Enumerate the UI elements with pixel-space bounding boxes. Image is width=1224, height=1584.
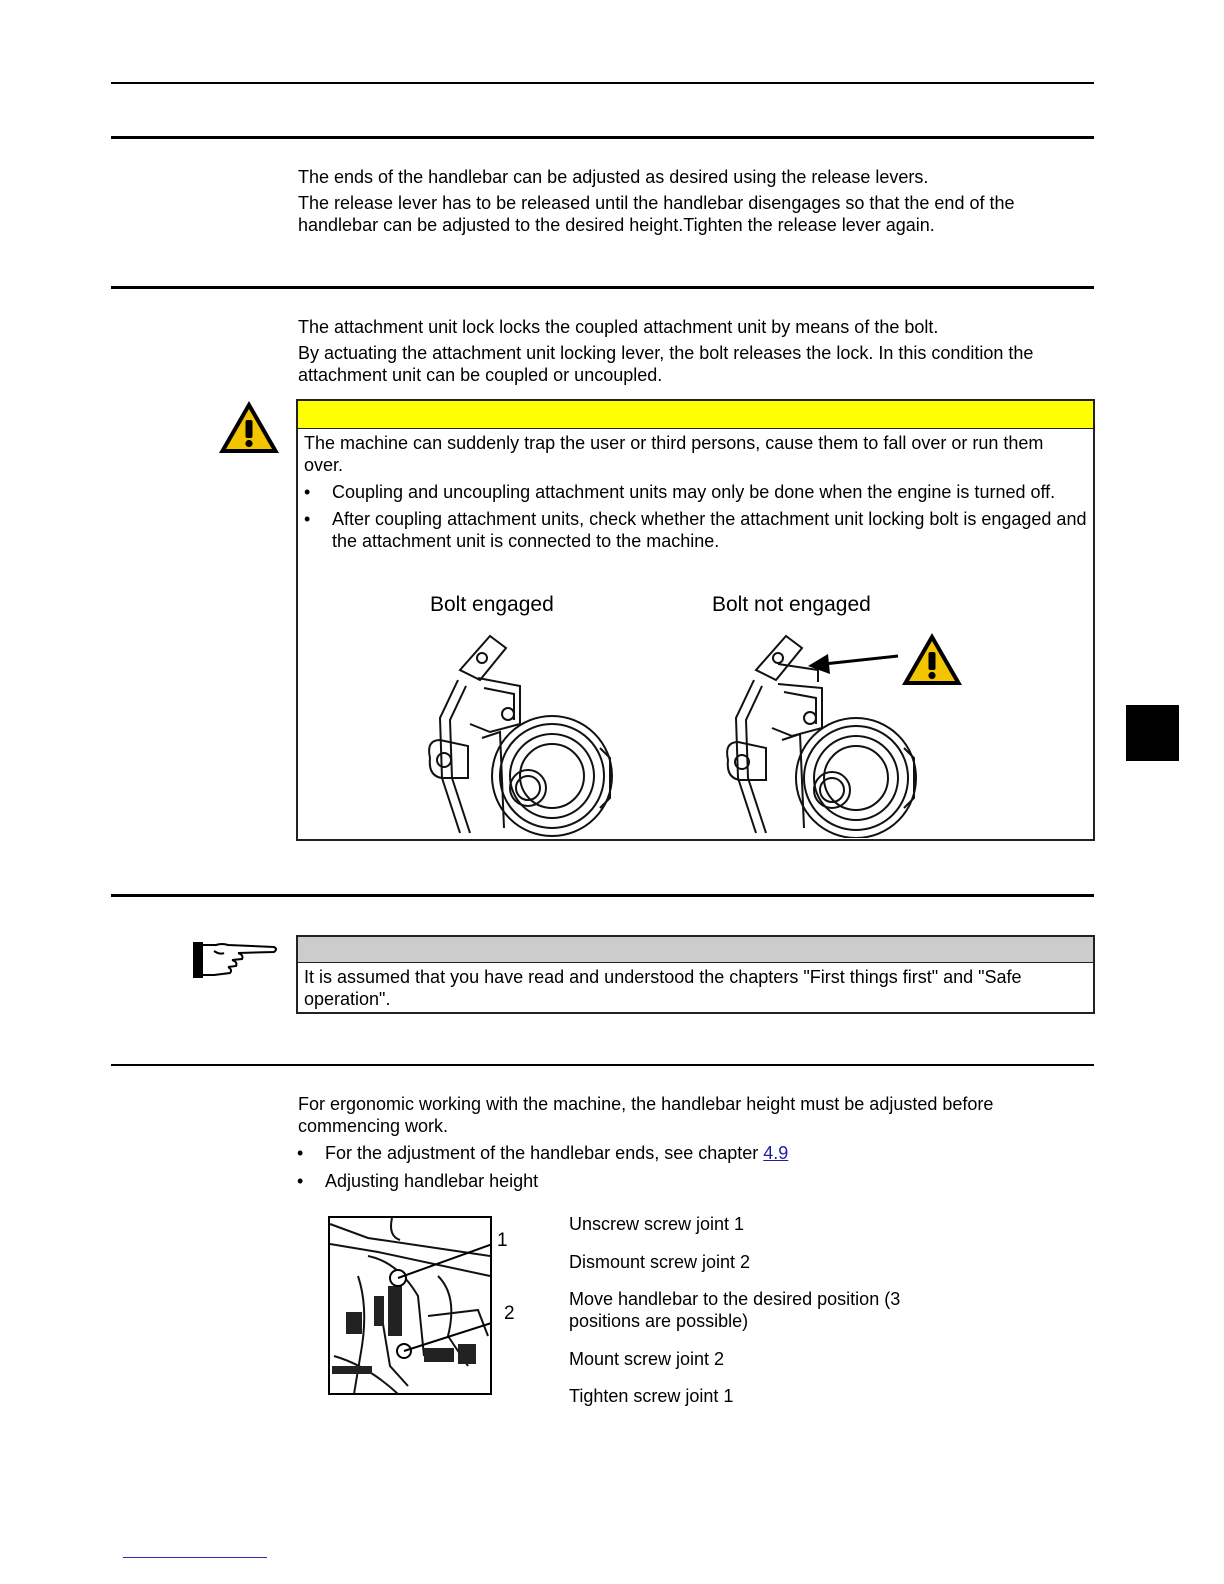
warning-bullet: • Coupling and uncoupling attachment units may only be done when the engine is turned off. bbox=[304, 482, 1056, 502]
step-item: Dismount screw joint 2 bbox=[569, 1252, 751, 1272]
note-text: It is assumed that you have read and understood the chapters "First things first" and "Safe operation". bbox=[304, 967, 1022, 1009]
bolt-not-engaged-illustration bbox=[722, 628, 922, 838]
handlebar-height-intro: For ergonomic working with the machine, the handlebar height must be adjusted before commencing work. bbox=[298, 1094, 994, 1136]
section-rule bbox=[111, 286, 1094, 289]
photo-callout-2: 2 bbox=[504, 1303, 515, 1324]
header-rule bbox=[111, 82, 1094, 84]
figure-label-bolt-engaged: Bolt engaged bbox=[430, 593, 554, 616]
warning-triangle-icon bbox=[899, 630, 965, 688]
handlebar-ends-text-1: The ends of the handlebar can be adjusted as desired using the release levers. bbox=[298, 167, 929, 187]
photo-callout-1: 1 bbox=[497, 1230, 508, 1251]
handlebar-photo bbox=[328, 1216, 492, 1395]
attachment-lock-text-1: The attachment unit lock locks the coupled attachment unit by means of the bolt. bbox=[298, 317, 939, 337]
step-item: Mount screw joint 2 bbox=[569, 1349, 725, 1369]
footer-rule bbox=[123, 1557, 267, 1558]
chapter-tab-marker bbox=[1126, 705, 1179, 761]
section-rule bbox=[111, 136, 1094, 139]
handlebar-ends-text-2: The release lever has to be released until the handlebar disengages so that the end of the handlebar can be adjusted to the desired height.Tighten the release lever again. bbox=[298, 193, 1015, 235]
section-rule bbox=[111, 894, 1094, 897]
warning-box bbox=[296, 399, 1095, 841]
attachment-lock-text-2: By actuating the attachment unit locking lever, the bolt releases the lock. In this condition the attachment unit can be coupled or uncoupled. bbox=[298, 343, 1034, 385]
note-header bbox=[298, 937, 1093, 963]
note-box bbox=[296, 935, 1095, 1014]
pointing-hand-icon bbox=[192, 939, 278, 981]
bolt-engaged-illustration bbox=[420, 628, 620, 838]
warning-text: The machine can suddenly trap the user or third persons, cause them to fall over or run them over. bbox=[304, 433, 1044, 475]
warning-header bbox=[298, 401, 1093, 429]
warning-bullet: • After coupling attachment units, check whether the attachment unit locking bolt is engaged and the attachment unit is connected to the machine. bbox=[304, 509, 1087, 551]
warning-triangle-icon bbox=[216, 398, 282, 456]
section-rule bbox=[111, 1064, 1094, 1066]
chapter-link[interactable]: 4.9 bbox=[763, 1143, 789, 1163]
step-item: Unscrew screw joint 1 bbox=[569, 1214, 745, 1234]
step-item: Tighten screw joint 1 bbox=[569, 1386, 734, 1406]
step-item: Move handlebar to the desired position (3 positions are possible) bbox=[569, 1289, 901, 1331]
arrow-icon bbox=[824, 656, 898, 664]
figure-label-bolt-not-engaged: Bolt not engaged bbox=[712, 593, 871, 616]
